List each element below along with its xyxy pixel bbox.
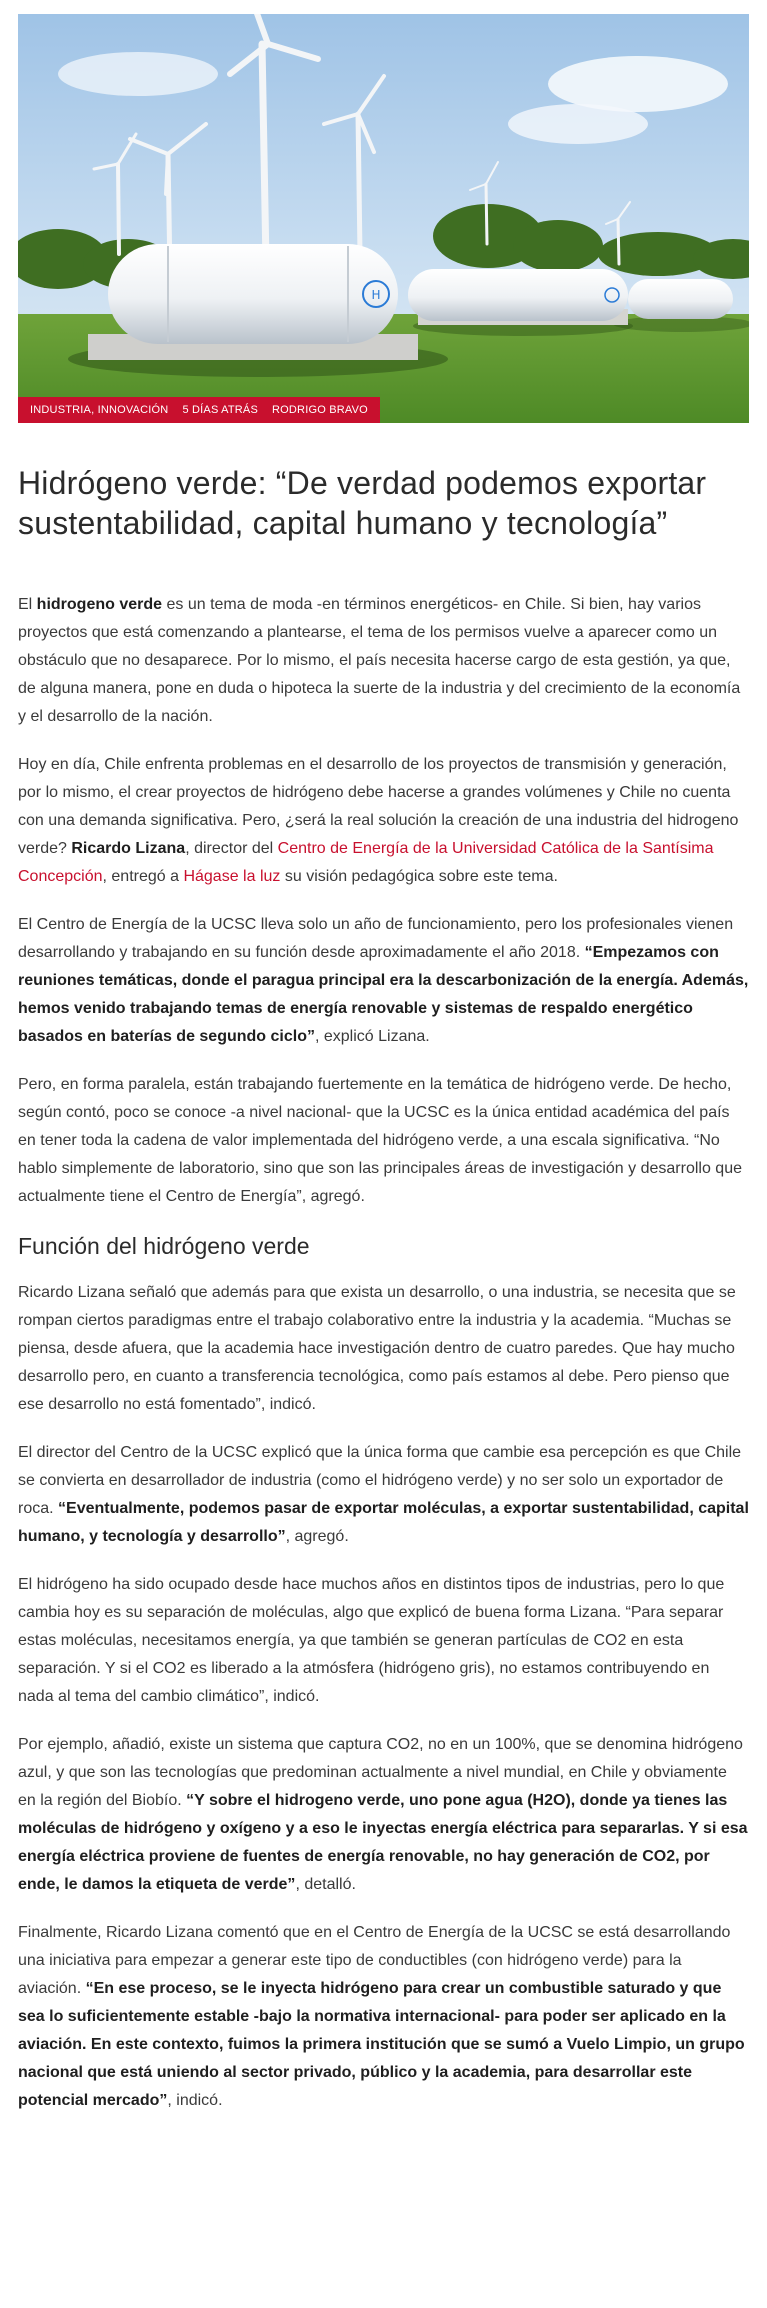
paragraph-5: Ricardo Lizana señaló que además para que exista un desarrollo, o una industria, se necesita que se rompan ciertos paradigmas entre el trabajo colaborativo entre la industria y la academia. “Muchas se piensa, desde afuera, que la academia hace investigación dentro de cuatro paredes. Que hay mucho desarrollo pero, en cuanto a transferencia tecnológica, como país estamos al debe. Pero pienso que ese desarrollo no está fomentado”, indicó. (18, 1284, 736, 1413)
article-meta-bar (18, 397, 380, 423)
author-link[interactable]: RODRIGO BRAVO (272, 404, 368, 416)
paragraph-6: El director del Centro de la UCSC explicó que la única forma que cambie esa percepción es que Chile se convierta en desarrollador de industria (como el hidrógeno verde) y no ser solo un exportador de roca. “Eventualmente, podemos pasar de exportar moléculas, a exportar sustentabilidad, capital humano, y tecnología y desarrollo”, agregó. (18, 1444, 749, 1545)
paragraph-3: El Centro de Energía de la UCSC lleva solo un año de funcionamiento, pero los profesionales vienen desarrollando y trabajando en su función desde aproximadamente el año 2018. “Empezamos con reuniones temáticas, donde el paragua principal era la descarbonización de la energía. Además, hemos venido trabajando temas de energía renovable y sistemas de respaldo energético basados en baterías de segundo ciclo”, explicó Lizana. (18, 916, 749, 1045)
paragraph-8: Por ejemplo, añadió, existe un sistema que captura CO2, no en un 100%, que se denomina hidrógeno azul, y que son las tecnologías que predominan actualmente a nivel mundial, en Chile y obviamente en la región del Biobío. “Y sobre el hidrogeno verde, uno pone agua (H2O), donde ya tienes las moléculas de hidrógeno y oxígeno y a eso le inyectas energía eléctrica para separarlas. Y si esa energía eléctrica proviene de fuentes de energía renovable, no hay generación de CO2, por ende, le damos la etiqueta de verde”, detalló. (18, 1736, 748, 1893)
paragraph-2: Hoy en día, Chile enfrenta problemas en el desarrollo de los proyectos de transmisión y generación, por lo mismo, el crear proyectos de hidrógeno debe hacerse a grandes volúmenes y Chile no cuenta con una demanda significativa. Pero, ¿será la real solución la creación de una industria del hidrogeno verde? Ricardo Lizana, director del Centro de Energía de la Universidad Católica de la Santísima Concepción, entregó a Hágase la luz su visión pedagógica sobre este tema. (18, 756, 739, 885)
paragraph-7: El hidrógeno ha sido ocupado desde hace muchos años en distintos tipos de industrias, pero lo que cambia hoy es su separación de moléculas, algo que explicó de buena forma Lizana. “Para separar estas moléculas, necesitamos energía, ya que también se generan partículas de CO2 en esta separación. Y si el CO2 es liberado a la atmósfera (hidrógeno gris), no estamos contribuyendo en nada al tema del cambio climático”, indicó. (18, 1576, 725, 1705)
paragraph-4: Pero, en forma paralela, están trabajando fuertemente en la temática de hidrógeno verde. De hecho, según contó, poco se conoce -a nivel nacional- que la UCSC es la única entidad académica del país en tener toda la cadena de valor implementada del hidrógeno verde, a una escala significativa. “No hablo simplemente de laboratorio, sino que son las principales áreas de investigación y desarrollo que actualmente tiene el Centro de Energía”, agregó. (18, 1076, 742, 1205)
paragraph-9: Finalmente, Ricardo Lizana comentó que en el Centro de Energía de la UCSC se está desarrollando una iniciativa para empezar a generar este tipo de conductibles (con hidrógeno verde) para la aviación. “En ese proceso, se le inyecta hidrógeno para crear un combustible saturado y que sea lo suficientemente estable -bajo la normativa internacional- para poder ser aplicado en la aviación. En este contexto, fuimos la primera institución que se sumó a Vuelo Limpio, un grupo nacional que está uniendo al sector privado, público y la academia, para desarrollar este potencial mercado”, indicó. (18, 1924, 745, 2109)
published-date: 5 DÍAS ATRÁS (182, 404, 259, 416)
article-title: Hidrógeno verde: “De verdad podemos exportar sustentabilidad, capital humano y tecnología” (18, 465, 707, 541)
centro-energia-link[interactable]: Centro de Energía de la Universidad Católica de la Santísima Concepción (18, 840, 714, 885)
hagase-la-luz-link[interactable]: Hágase la luz (183, 868, 281, 885)
section-heading: Función del hidrógeno verde (18, 1233, 310, 1259)
category-link[interactable]: INDUSTRIA, INNOVACIÓN (30, 404, 169, 416)
hydrogen-tanks-illustration (18, 14, 749, 423)
svg-text:H: H (371, 288, 381, 302)
paragraph-1: El hidrogeno verde es un tema de moda -en términos energéticos- en Chile. Si bien, hay varios proyectos que está comenzando a plantearse, el tema de los permisos vuelve a aparecer como un obstáculo que no desaparece. Por lo mismo, el país necesita hacerse cargo de esta gestión, ya que, de alguna manera, pone en duda o hipoteca la suerte de la industria y del crecimiento de la economía y el desarrollo de la nación. (18, 596, 741, 725)
hero-image[interactable] (18, 14, 749, 423)
